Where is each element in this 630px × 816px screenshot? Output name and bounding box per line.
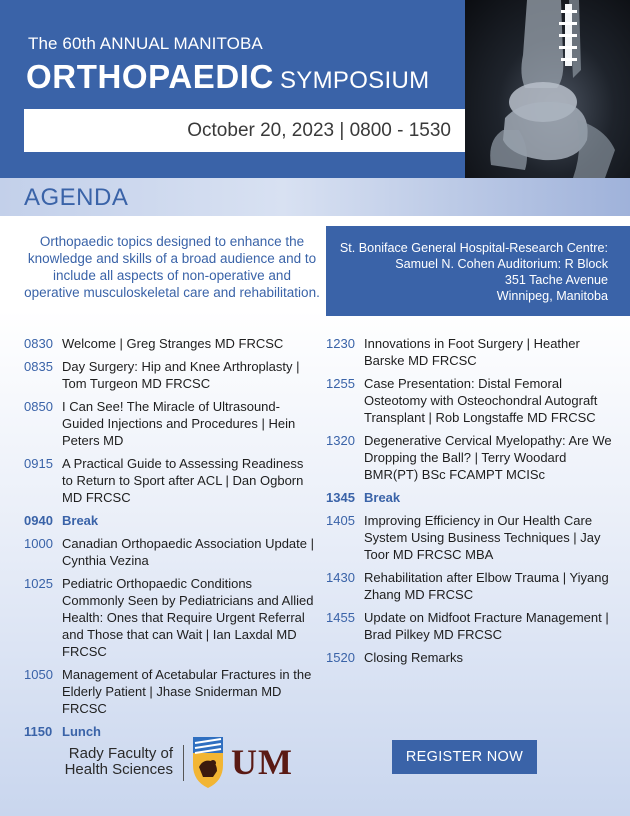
schedule-item (24, 335, 316, 352)
schedule-time: 1000 (24, 536, 53, 551)
schedule-item (24, 575, 316, 660)
venue-line: 351 Tache Avenue (504, 273, 608, 287)
schedule-time: 1345 (326, 490, 355, 505)
schedule-item (326, 609, 616, 643)
venue-line: St. Boniface General Hospital-Research Centre: (339, 241, 608, 255)
schedule-description: Management of Acetabular Fractures in the Elderly Patient | Jhase Sniderman MD FRCSC (62, 667, 312, 716)
schedule-break-item (326, 489, 616, 506)
event-subtitle: The 60th ANNUAL MANITOBA (28, 34, 263, 53)
schedule-item (326, 375, 616, 426)
schedule-description: A Practical Guide to Assessing Readiness to Return to Sport after ACL | Dan Ogborn MD FRCSC (62, 456, 304, 505)
venue-box (326, 226, 630, 316)
schedule-time: 1025 (24, 576, 53, 591)
schedule-description: Break (62, 513, 99, 528)
schedule-time: 0940 (24, 513, 53, 528)
faculty-name-line: Rady Faculty of (68, 745, 173, 762)
schedule-description: Break (364, 490, 401, 505)
schedule-item (24, 358, 316, 392)
schedule-description: Rehabilitation after Elbow Trauma | Yiyang Zhang MD FRCSC (364, 570, 609, 602)
schedule-item (326, 335, 616, 369)
faculty-name-line: Health Sciences (64, 761, 173, 778)
schedule-item (326, 432, 616, 483)
rady-faculty-logo-text (60, 746, 173, 778)
um-logo: UM (231, 742, 293, 782)
schedule-description: Degenerative Cervical Myelopathy: Are We Dropping the Ball? | Terry Woodard BMR(PT) BSc FCAMPT MCISc (364, 433, 612, 482)
schedule-time: 0915 (24, 456, 53, 471)
venue-line: Samuel N. Cohen Auditorium: R Block (395, 257, 608, 271)
register-button[interactable]: REGISTER NOW (392, 740, 537, 774)
schedule-description: Improving Efficiency in Our Health Care System Using Business Techniques | Jay Toor MD FRCSC MBA (364, 513, 601, 562)
event-title (26, 58, 429, 96)
agenda-band (0, 178, 630, 216)
schedule-break-item (24, 512, 316, 529)
schedule-time: 1430 (326, 570, 355, 585)
schedule-description: Welcome | Greg Stranges MD FRCSC (62, 336, 284, 351)
venue-line: Winnipeg, Manitoba (496, 289, 608, 303)
schedule-item (326, 512, 616, 563)
schedule-left-column (24, 335, 316, 740)
schedule-description: I Can See! The Miracle of Ultrasound-Guided Injections and Procedures | Hein Peters MD (62, 399, 296, 448)
schedule-item (24, 398, 316, 449)
event-title-main: ORTHOPAEDIC (26, 58, 274, 95)
header-banner (0, 0, 630, 178)
schedule-time: 1150 (24, 724, 53, 739)
schedule-time: 1520 (326, 650, 355, 665)
schedule-time: 1455 (326, 610, 355, 625)
schedule-time: 1050 (24, 667, 53, 682)
schedule-description: Canadian Orthopaedic Association Update | Cynthia Vezina (62, 536, 314, 568)
schedule-time: 0830 (24, 336, 53, 351)
schedule-item (24, 535, 316, 569)
agenda-intro: Orthopaedic topics designed to enhance the knowledge and skills of a broad audience and to include all aspects of non-operative and operative musculoskeletal care and rehabilitation. (24, 234, 320, 300)
schedule-description: Pediatric Orthopaedic Conditions Commonly Seen by Pediatricians and Allied Health: Ones that Require Urgent Referral and Those that can Wait | Ian Laxdal MD FRCSC (62, 576, 314, 659)
schedule-description: Case Presentation: Distal Femoral Osteotomy with Osteochondral Autograft Transplant | Rob Longstaffe MD FRCSC (364, 376, 598, 425)
schedule-time: 1405 (326, 513, 355, 528)
schedule-description: Innovations in Foot Surgery | Heather Barske MD FRCSC (364, 336, 580, 368)
event-title-sub: SYMPOSIUM (280, 67, 430, 94)
schedule-item (326, 569, 616, 603)
logo-divider (183, 745, 184, 781)
schedule-description: Day Surgery: Hip and Knee Arthroplasty | Tom Turgeon MD FRCSC (62, 359, 300, 391)
schedule-description: Update on Midfoot Fracture Management | Brad Pilkey MD FRCSC (364, 610, 609, 642)
schedule-break-item (24, 723, 316, 740)
schedule-description: Closing Remarks (364, 650, 463, 665)
schedule-time: 0835 (24, 359, 53, 374)
agenda-heading: AGENDA (24, 184, 129, 211)
schedule-item (24, 666, 316, 717)
schedule-right-column (326, 335, 616, 666)
ankle-xray-image (465, 0, 630, 178)
schedule-description: Lunch (62, 724, 101, 739)
event-date: October 20, 2023 | 0800 - 1530 (24, 109, 465, 152)
schedule-time: 1320 (326, 433, 355, 448)
schedule-item (326, 649, 616, 666)
schedule-time: 1255 (326, 376, 355, 391)
um-shield-icon (191, 733, 225, 790)
schedule-time: 1230 (326, 336, 355, 351)
schedule-time: 0850 (24, 399, 53, 414)
schedule-item (24, 455, 316, 506)
